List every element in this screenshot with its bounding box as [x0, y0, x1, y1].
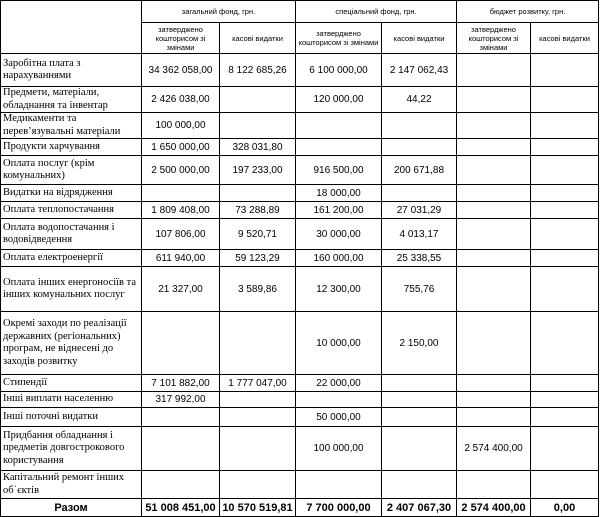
total-amount-cell: 51 008 451,00 — [142, 499, 220, 517]
expense-item-name: Капітальний ремонт інших об`єктів — [1, 471, 142, 499]
special-cash-header: касові видатки — [382, 23, 457, 54]
amount-cell — [531, 219, 599, 250]
amount-cell: 9 520,71 — [220, 219, 296, 250]
amount-cell — [220, 427, 296, 471]
amount-cell — [531, 156, 599, 185]
total-amount-cell: 2 407 067,30 — [382, 499, 457, 517]
expense-item-name: Медикаменти та перев’язувальні матеріали — [1, 113, 142, 139]
amount-cell — [531, 87, 599, 113]
amount-cell: 12 300,00 — [296, 267, 382, 312]
amount-cell: 2 574 400,00 — [457, 427, 531, 471]
amount-cell — [457, 54, 531, 87]
amount-cell: 59 123,29 — [220, 250, 296, 267]
amount-cell: 50 000,00 — [296, 408, 382, 427]
amount-cell — [382, 139, 457, 156]
amount-cell: 160 000,00 — [296, 250, 382, 267]
table-row — [1, 250, 599, 267]
amount-cell — [296, 392, 382, 408]
amount-cell — [296, 139, 382, 156]
amount-cell — [531, 185, 599, 202]
special-approved-header: затверджено кошторисом зі змінами — [296, 23, 382, 54]
amount-cell: 8 122 685,26 — [220, 54, 296, 87]
expense-item-name: Оплата водопостачання і водовідведення — [1, 219, 142, 250]
development-approved-header: затверджено кошторисом зі змінами — [457, 23, 531, 54]
amount-cell — [142, 312, 220, 375]
expense-item-name: Окремі заходи по реалізації державних (регіональних) програм, не віднесені до заходів розвитку — [1, 312, 142, 375]
amount-cell — [531, 54, 599, 87]
amount-cell — [531, 427, 599, 471]
table-row — [1, 312, 599, 375]
amount-cell: 73 288,89 — [220, 202, 296, 219]
amount-cell — [457, 156, 531, 185]
amount-cell: 30 000,00 — [296, 219, 382, 250]
amount-cell: 100 000,00 — [296, 427, 382, 471]
amount-cell: 6 100 000,00 — [296, 54, 382, 87]
total-amount-cell: 0,00 — [531, 499, 599, 517]
expense-item-name: Оплата електроенергії — [1, 250, 142, 267]
amount-cell — [531, 113, 599, 139]
table-row — [1, 113, 599, 139]
development-budget-header: бюджет розвитку, грн. — [457, 1, 599, 23]
amount-cell: 21 327,00 — [142, 267, 220, 312]
amount-cell — [531, 312, 599, 375]
amount-cell — [457, 113, 531, 139]
amount-cell — [457, 202, 531, 219]
general-fund-header: загальний фонд, грн. — [142, 1, 296, 23]
amount-cell — [220, 408, 296, 427]
table-body — [1, 1, 599, 517]
amount-cell — [531, 471, 599, 499]
amount-cell: 328 031,80 — [220, 139, 296, 156]
amount-cell — [531, 408, 599, 427]
amount-cell — [142, 471, 220, 499]
table-row — [1, 185, 599, 202]
amount-cell — [220, 392, 296, 408]
amount-cell — [382, 408, 457, 427]
amount-cell — [142, 408, 220, 427]
amount-cell — [382, 471, 457, 499]
amount-cell: 4 013,17 — [382, 219, 457, 250]
special-fund-header: спеціальний фонд, грн. — [296, 1, 457, 23]
row-label-header — [1, 1, 142, 54]
amount-cell — [531, 250, 599, 267]
total-amount-cell: 10 570 519,81 — [220, 499, 296, 517]
expense-item-name: Інші поточні видатки — [1, 408, 142, 427]
amount-cell — [296, 471, 382, 499]
amount-cell — [531, 139, 599, 156]
expense-item-name: Предмети, матеріали, обладнання та інвентар — [1, 87, 142, 113]
amount-cell: 317 992,00 — [142, 392, 220, 408]
amount-cell: 44,22 — [382, 87, 457, 113]
table-row — [1, 139, 599, 156]
expense-item-name: Інші виплати населенню — [1, 392, 142, 408]
table-row — [1, 202, 599, 219]
amount-cell — [220, 312, 296, 375]
amount-cell — [220, 87, 296, 113]
amount-cell — [457, 87, 531, 113]
table-row — [1, 54, 599, 87]
table-row — [1, 267, 599, 312]
expense-item-name: Стипендії — [1, 375, 142, 392]
amount-cell: 120 000,00 — [296, 87, 382, 113]
expense-item-name: Придбання обладнання і предметів довгострокового користування — [1, 427, 142, 471]
amount-cell: 200 671,88 — [382, 156, 457, 185]
amount-cell: 1 650 000,00 — [142, 139, 220, 156]
expense-item-name: Оплата теплопостачання — [1, 202, 142, 219]
amount-cell: 2 147 062,43 — [382, 54, 457, 87]
table-row — [1, 156, 599, 185]
amount-cell — [220, 471, 296, 499]
amount-cell — [457, 312, 531, 375]
amount-cell — [457, 392, 531, 408]
amount-cell — [531, 202, 599, 219]
amount-cell — [531, 392, 599, 408]
amount-cell: 161 200,00 — [296, 202, 382, 219]
amount-cell — [382, 392, 457, 408]
amount-cell — [457, 139, 531, 156]
amount-cell — [457, 408, 531, 427]
amount-cell: 2 500 000,00 — [142, 156, 220, 185]
amount-cell: 100 000,00 — [142, 113, 220, 139]
amount-cell — [382, 113, 457, 139]
amount-cell — [531, 375, 599, 392]
general-cash-header: касові видатки — [220, 23, 296, 54]
amount-cell: 10 000,00 — [296, 312, 382, 375]
amount-cell — [457, 375, 531, 392]
amount-cell: 1 809 408,00 — [142, 202, 220, 219]
amount-cell — [382, 427, 457, 471]
table-row — [1, 87, 599, 113]
amount-cell: 18 000,00 — [296, 185, 382, 202]
amount-cell — [457, 185, 531, 202]
expense-item-name: Видатки на відрядження — [1, 185, 142, 202]
total-label: Разом — [1, 499, 142, 517]
amount-cell: 1 777 047,00 — [220, 375, 296, 392]
group-header-row — [1, 1, 599, 23]
table-row — [1, 471, 599, 499]
expense-item-name: Оплата послуг (крім комунальних) — [1, 156, 142, 185]
amount-cell — [531, 267, 599, 312]
amount-cell: 107 806,00 — [142, 219, 220, 250]
amount-cell: 916 500,00 — [296, 156, 382, 185]
total-row — [1, 499, 599, 517]
expense-item-name: Оплата інших енергоносіїв та інших комунальних послуг — [1, 267, 142, 312]
table-row — [1, 427, 599, 471]
amount-cell — [382, 375, 457, 392]
amount-cell: 2 150,00 — [382, 312, 457, 375]
amount-cell — [457, 250, 531, 267]
amount-cell — [457, 219, 531, 250]
expense-item-name: Заробітна плата з нарахуваннями — [1, 54, 142, 87]
total-amount-cell: 2 574 400,00 — [457, 499, 531, 517]
table-row — [1, 375, 599, 392]
table-row — [1, 219, 599, 250]
expense-item-name: Продукти харчування — [1, 139, 142, 156]
development-cash-header: касові видатки — [531, 23, 599, 54]
amount-cell: 611 940,00 — [142, 250, 220, 267]
amount-cell: 2 426 038,00 — [142, 87, 220, 113]
amount-cell: 3 589,86 — [220, 267, 296, 312]
table-row — [1, 392, 599, 408]
amount-cell: 22 000,00 — [296, 375, 382, 392]
amount-cell: 755,76 — [382, 267, 457, 312]
general-approved-header: затверджено кошторисом зі змінами — [142, 23, 220, 54]
amount-cell — [220, 185, 296, 202]
amount-cell — [142, 427, 220, 471]
amount-cell: 34 362 058,00 — [142, 54, 220, 87]
amount-cell: 197 233,00 — [220, 156, 296, 185]
amount-cell: 25 338,55 — [382, 250, 457, 267]
total-amount-cell: 7 700 000,00 — [296, 499, 382, 517]
amount-cell: 27 031,29 — [382, 202, 457, 219]
amount-cell — [382, 185, 457, 202]
amount-cell: 7 101 882,00 — [142, 375, 220, 392]
amount-cell — [142, 185, 220, 202]
amount-cell — [296, 113, 382, 139]
table-row — [1, 408, 599, 427]
amount-cell — [457, 267, 531, 312]
amount-cell — [220, 113, 296, 139]
amount-cell — [457, 471, 531, 499]
